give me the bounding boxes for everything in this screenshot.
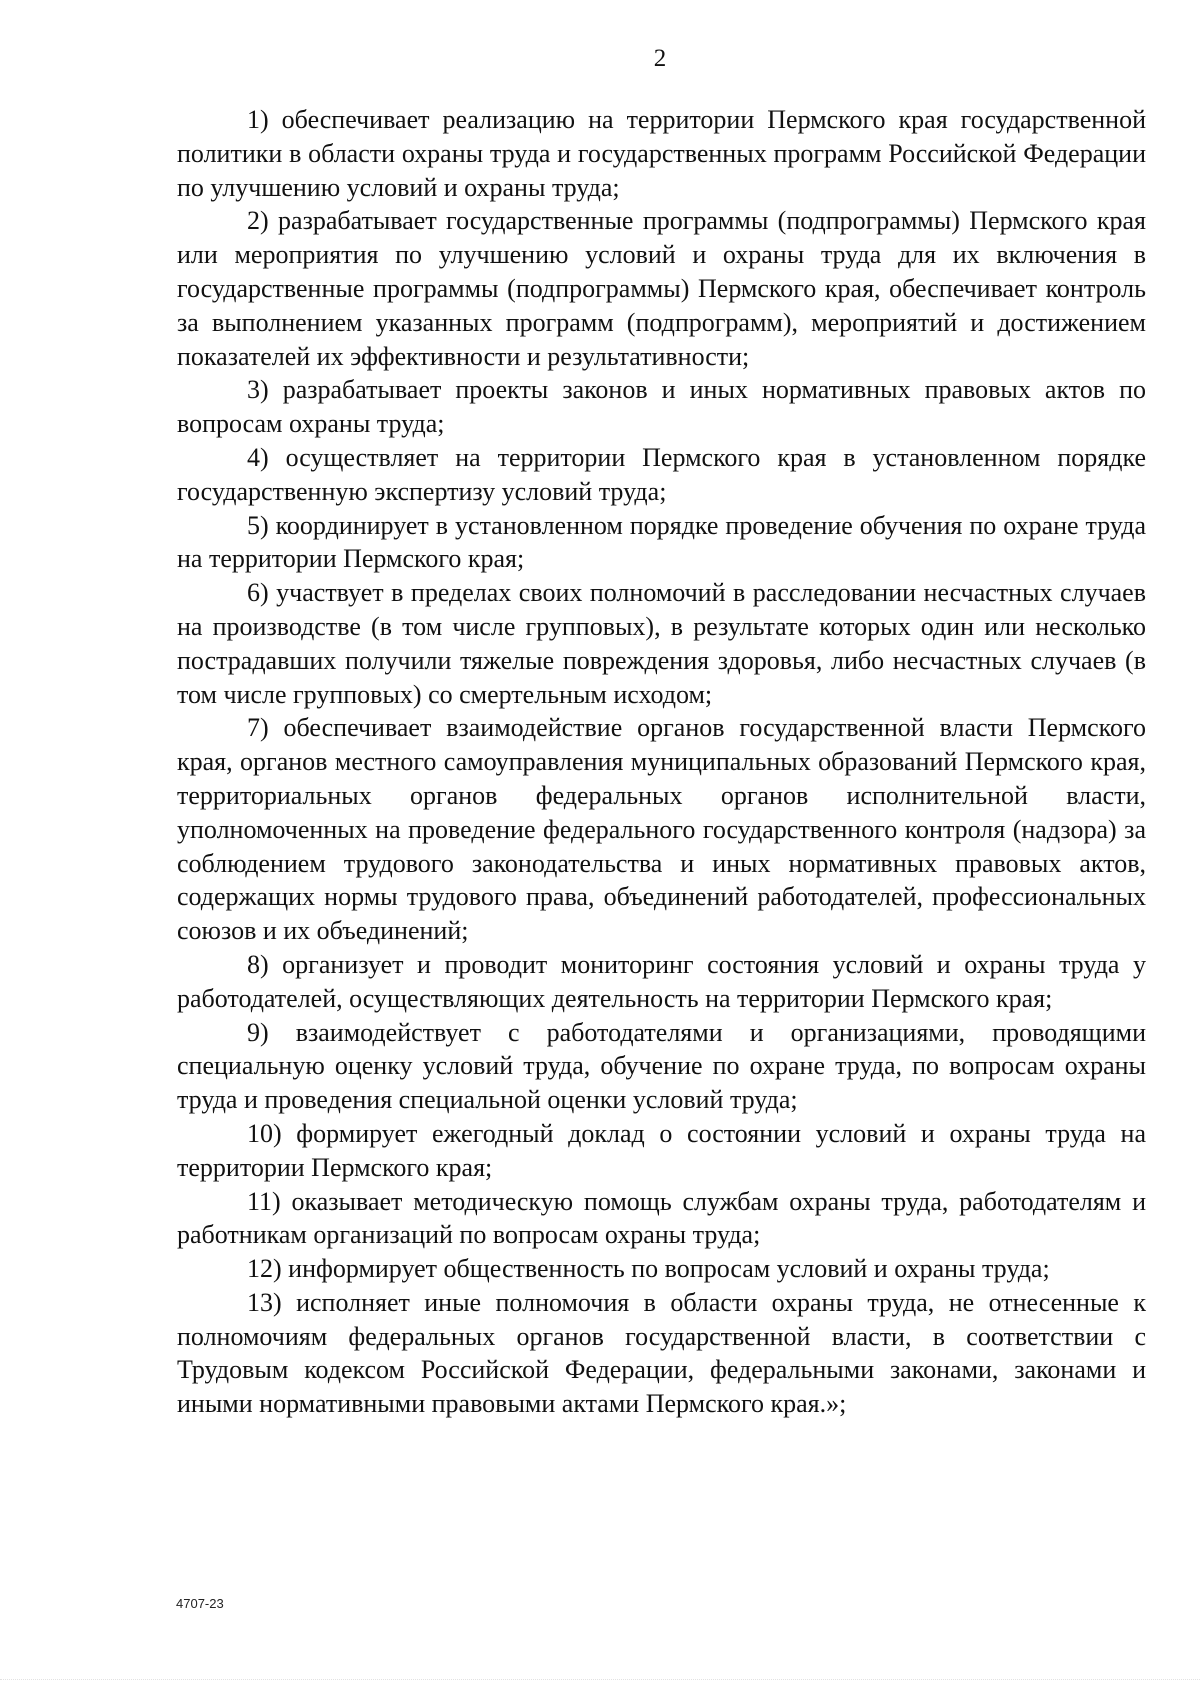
document-code: 4707-23 (176, 1596, 224, 1611)
page-number: 2 (653, 45, 667, 72)
list-item: 1) обеспечивает реализацию на территории Пермского края государственной политики в области охраны труда и государственных программ Российской Федерации по улучшению условий и охраны труда; (177, 105, 1146, 202)
list-item: 11) оказывает методическую помощь службам охраны труда, работодателям и работникам организаций по вопросам охраны труда; (177, 1186, 1146, 1250)
scan-artifact-line (0, 1679, 1200, 1682)
list-item: 13) исполняет иные полномочия в области охраны труда, не отнесенные к полномочиям федеральных органов государственной власти, в соответствии с Трудовым кодексом Российской Федерации, федеральными законами, законами и иными нормативными правовыми актами Пермского края.»; (177, 1287, 1146, 1419)
list-item: 7) обеспечивает взаимодействие органов государственной власти Пермского края, органов местного самоуправления муниципальных образований Пермского края, территориальных органов федеральных органов исполнительной власти, уполномоченных на проведение федерального государственного контроля (надзора) за соблюдением трудового законодательства и иных нормативных правовых актов, содержащих нормы трудового права, объединений работодателей, профессиональных союзов и их объединений; (177, 713, 1146, 946)
document-body (177, 103, 1146, 1421)
list-item: 5) координирует в установленном порядке проведение обучения по охране труда на территории Пермского края; (177, 510, 1146, 574)
list-item: 12) информирует общественность по вопросам условий и охраны труда; (247, 1254, 1050, 1284)
list-item: 10) формирует ежегодный доклад о состоянии условий и охраны труда на территории Пермского края; (177, 1118, 1146, 1182)
list-item: 9) взаимодействует с работодателями и организациями, проводящими специальную оценку условий труда, обучение по охране труда, по вопросам охраны труда и проведения специальной оценки условий труда; (177, 1017, 1146, 1115)
list-item: 6) участвует в пределах своих полномочий в расследовании несчастных случаев на производстве (в том числе групповых), в результате которых один или несколько пострадавших получили тяжелые повреждения здоровья, либо несчастных случаев (в том числе групповых) со смертельным исходом; (177, 578, 1146, 709)
list-item: 4) осуществляет на территории Пермского края в установленном порядке государственную экспертизу условий труда; (177, 442, 1146, 506)
list-item: 3) разрабатывает проекты законов и иных нормативных правовых актов по вопросам охраны труда; (177, 375, 1146, 439)
list-item: 2) разрабатывает государственные программы (подпрограммы) Пермского края или мероприятия по улучшению условий и охраны труда для их включения в государственные программы (подпрограммы) Пермского края, обеспечивает контроль за выполнением указанных программ (подпрограмм), мероприятий и достижением показателей их эффективности и результативности; (177, 206, 1146, 371)
list-item: 8) организует и проводит мониторинг состояния условий и охраны труда у работодателей, осуществляющих деятельность на территории Пермского края; (177, 949, 1146, 1013)
